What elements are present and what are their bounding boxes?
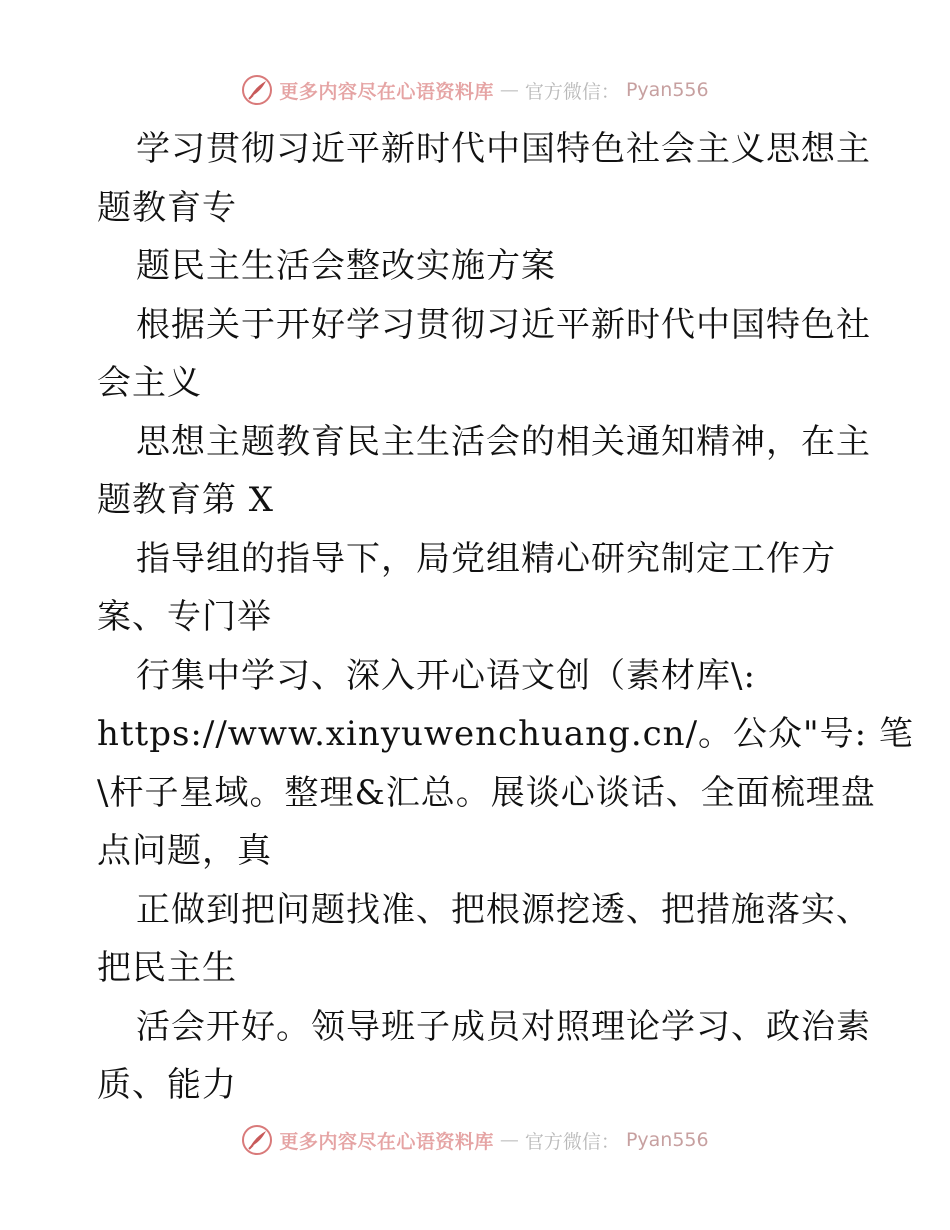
doc-line-16: 活会开好。领导班子成员对照理论学习、政治素 xyxy=(136,1006,871,1047)
doc-line-1: 学习贯彻习近平新时代中国特色社会主义思想主 xyxy=(136,129,871,169)
footer-separator: — xyxy=(499,1129,519,1151)
doc-line-14: 正做到把问题找准、把根源挖透、把措施落实、 xyxy=(136,889,871,930)
doc-line-15: 把民主生 xyxy=(97,948,237,988)
doc-line-3: 题民主生活会整改实施方案 xyxy=(136,246,556,286)
document-body xyxy=(97,120,914,1115)
footer-contact-label: 官方微信： xyxy=(524,1130,620,1153)
doc-line-4: 根据关于开好学习贯彻习近平新时代中国特色社 xyxy=(136,304,871,345)
doc-line-17: 质、能力 xyxy=(97,1065,237,1105)
header-wechat-id: Pyan556 xyxy=(625,79,709,101)
doc-line-10: 行集中学习、深入开心语文创（素材库\: xyxy=(136,655,756,696)
doc-line-6: 思想主题教育民主生活会的相关通知精神，在主 xyxy=(136,421,871,462)
doc-line-11: https://www.xinyuwenchuang.cn/。公众"号: 笔 xyxy=(97,714,914,754)
doc-line-12: \杆子星域。整理&汇总。展谈心谈话、全面梳理盘 xyxy=(97,772,876,813)
doc-line-7: 题教育第 X xyxy=(97,480,275,520)
doc-line-5: 会主义 xyxy=(97,363,202,403)
doc-line-9: 案、专门举 xyxy=(97,597,272,637)
feather-pen-logo-icon xyxy=(241,74,273,106)
footer-brand-text: 更多内容尽在心语资料库 xyxy=(279,1130,494,1153)
feather-pen-logo-icon xyxy=(241,1124,273,1156)
doc-line-2: 题教育专 xyxy=(97,187,237,228)
header-separator: — xyxy=(499,79,519,101)
doc-line-8: 指导组的指导下，局党组精心研究制定工作方 xyxy=(136,538,836,579)
footer-watermark-banner xyxy=(0,1120,950,1160)
header-contact-label: 官方微信： xyxy=(524,80,620,103)
header-brand-text: 更多内容尽在心语资料库 xyxy=(279,80,494,103)
doc-line-13: 点问题，真 xyxy=(97,831,272,871)
footer-wechat-id: Pyan556 xyxy=(625,1129,709,1151)
header-watermark-banner xyxy=(0,70,950,110)
